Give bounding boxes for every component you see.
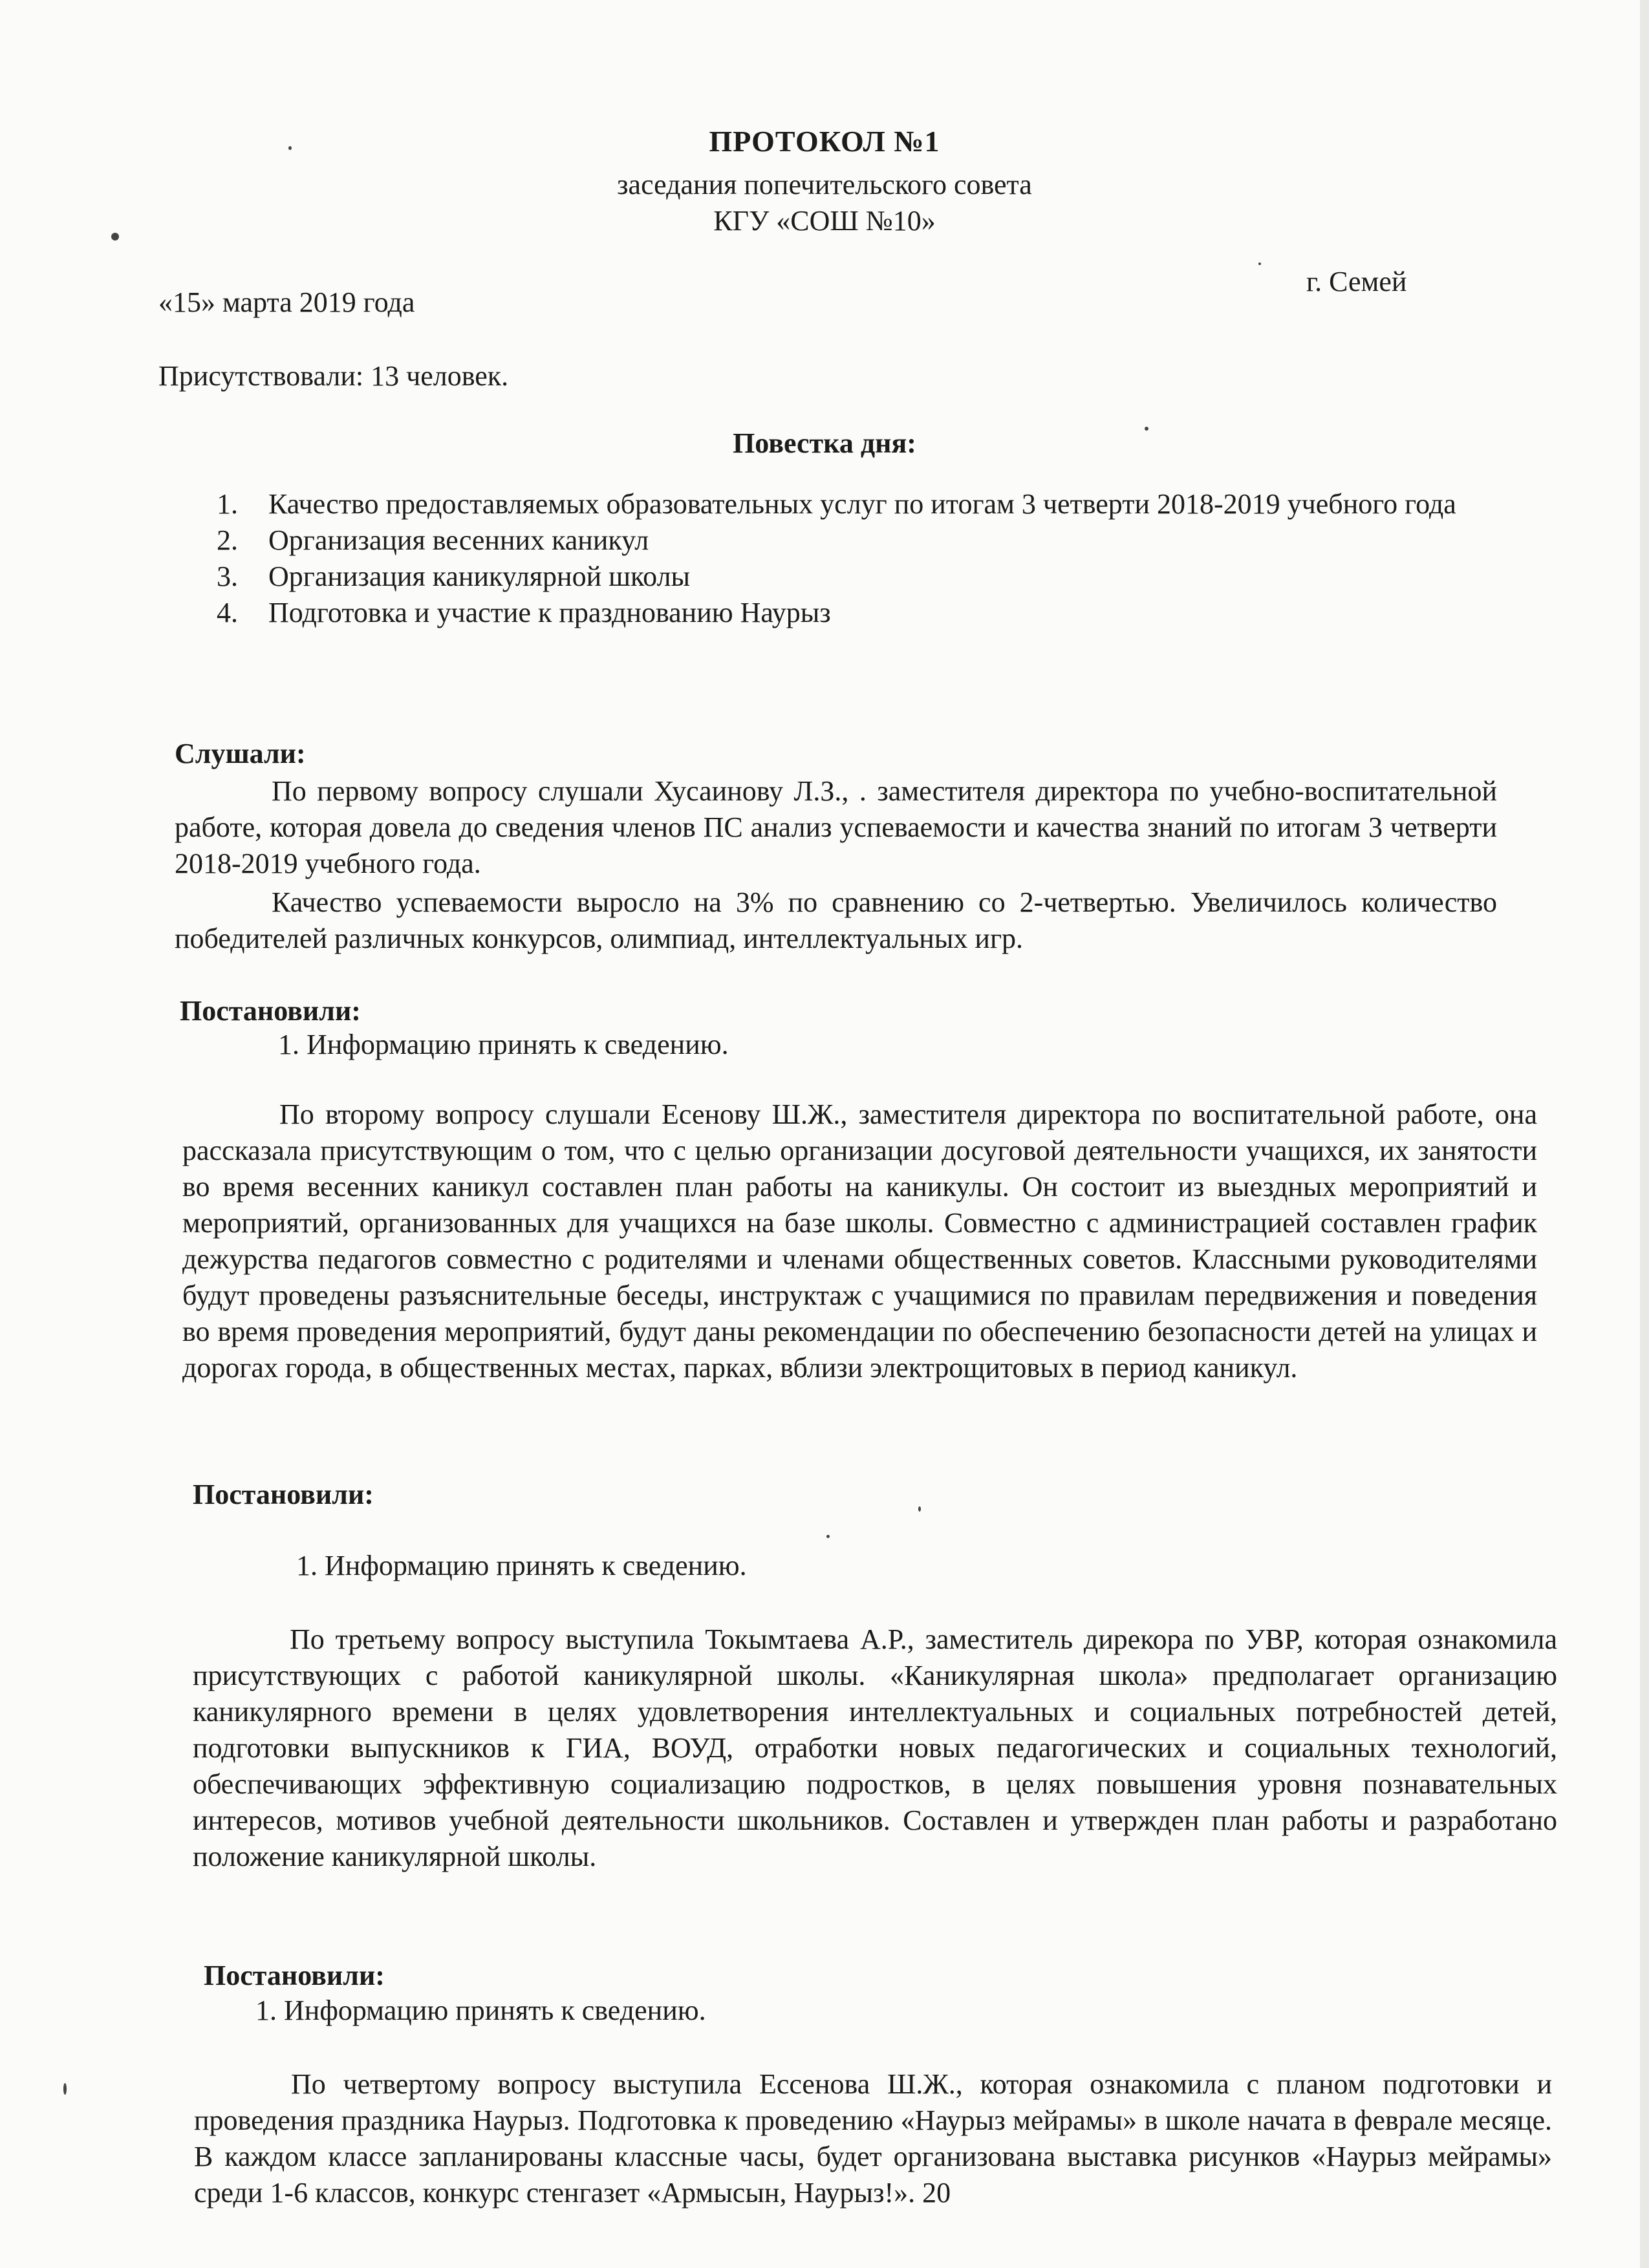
section-2-paragraph: По второму вопросу слушали Есенову Ш.Ж., заместителя директора по воспитательной работе, она рассказала присутствующим о том, что с целью организации досуговой деятельности учащихся, их занятости во время весенних каникул составлен план работы на каникулы. Он состоит из выездных мероприятий и мероприятий, организованных для учащихся на базе школы. Совместно с администрацией составлен график дежурства педагогов совместно с родителями и членами общественных советов. Классными руководителями будут проведены разъяснительные беседы, инструктаж с учащимися по правилам передвижения и поведения во время проведения мероприятий, будут даны рекомендации по обеспечению безопасности детей на улицах и дорогах города, в общественных местах, парках, вблизи электрощитовых в период каникул. (182, 1098, 1537, 1384)
agenda-item: 3. Организация каникулярной школы (217, 561, 691, 592)
scan-speck (1258, 262, 1261, 265)
scan-speck (826, 1535, 830, 1538)
scan-speck (1145, 427, 1148, 431)
section-1-paragraph-1: По первому вопросу слушали Хусаинову Л.З., . заместителя директора по учебно-воспитательной работе, которая довела до сведения членов ПС анализ успеваемости и качества знаний по итогам 3 четверти 2018-2019 учебного года. (175, 775, 1497, 879)
scan-speck (63, 2083, 67, 2095)
agenda-item: 4. Подготовка и участие к празднованию Наурыз (217, 597, 831, 628)
scan-speck (918, 1506, 921, 1512)
scan-speck (111, 233, 119, 241)
section-2-decision: 1. Информацию принять к сведению. (296, 1550, 747, 1581)
section-1-decision: 1. Информацию принять к сведению. (278, 1029, 729, 1060)
section-3-decision-heading: Постановили: (204, 1960, 385, 1991)
attendance: Присутствовали: 13 человек. (158, 360, 509, 392)
agenda-item: 2. Организация весенних каникул (217, 524, 649, 556)
agenda-heading: Повестка дня: (733, 427, 916, 459)
agenda-item: 1. Качество предоставляемых образовательных услуг по итогам 3 четверти 2018-2019 учебного года (217, 488, 1456, 520)
agenda-list (217, 486, 1526, 631)
section-1-heading: Слушали: (175, 738, 306, 769)
section-1-paragraph-2: Качество успеваемости выросло на 3% по сравнению со 2-четвертью. Увеличилось количество победителей различных конкурсов, олимпиад, интеллектуальных игр. (175, 886, 1497, 954)
meeting-date: «15» марта 2019 года (158, 286, 415, 318)
city: г. Семей (1306, 266, 1407, 297)
section-2-decision-heading: Постановили: (193, 1479, 374, 1510)
section-1-decision-heading: Постановили: (180, 995, 361, 1027)
scan-edge (1640, 0, 1649, 2268)
section-4-paragraph: По четвертому вопросу выступила Ессенова Ш.Ж., которая ознакомила с планом подготовки и проведения праздника Наурыз. Подготовка к проведению «Наурыз мейрамы» в школе начата в феврале месяце. В каждом классе запланированы классные часы, будет организована выставка рисунков «Наурыз мейрамы» среди 1-6 классов, конкурс стенгазет «Армысын, Наурыз!». 20 (194, 2068, 1552, 2209)
document-subtitle: заседания попечительского совета (617, 169, 1032, 200)
scan-speck (288, 146, 292, 150)
organization-name: КГУ «СОШ №10» (713, 205, 936, 237)
document-title: ПРОТОКОЛ №1 (709, 125, 940, 158)
section-3-paragraph: По третьему вопросу выступила Токымтаева А.Р., заместитель дирекора по УВР, которая ознакомила присутствующих с работой каникулярной школы. «Каникулярная школа» предполагает организацию каникулярного времени в целях удовлетворения интеллектуальных и социальных потребностей детей, подготовки выпускников к ГИА, ВОУД, отработки новых педагогических и социальных технологий, обеспечивающих эффективную социализацию подростков, в целях повышения уровня познавательных интересов, мотивов учебной деятельности школьников. Составлен и утвержден план работы и разработано положение каникулярной школы. (193, 1623, 1557, 1872)
section-3-decision: 1. Информацию принять к сведению. (255, 1995, 706, 2026)
